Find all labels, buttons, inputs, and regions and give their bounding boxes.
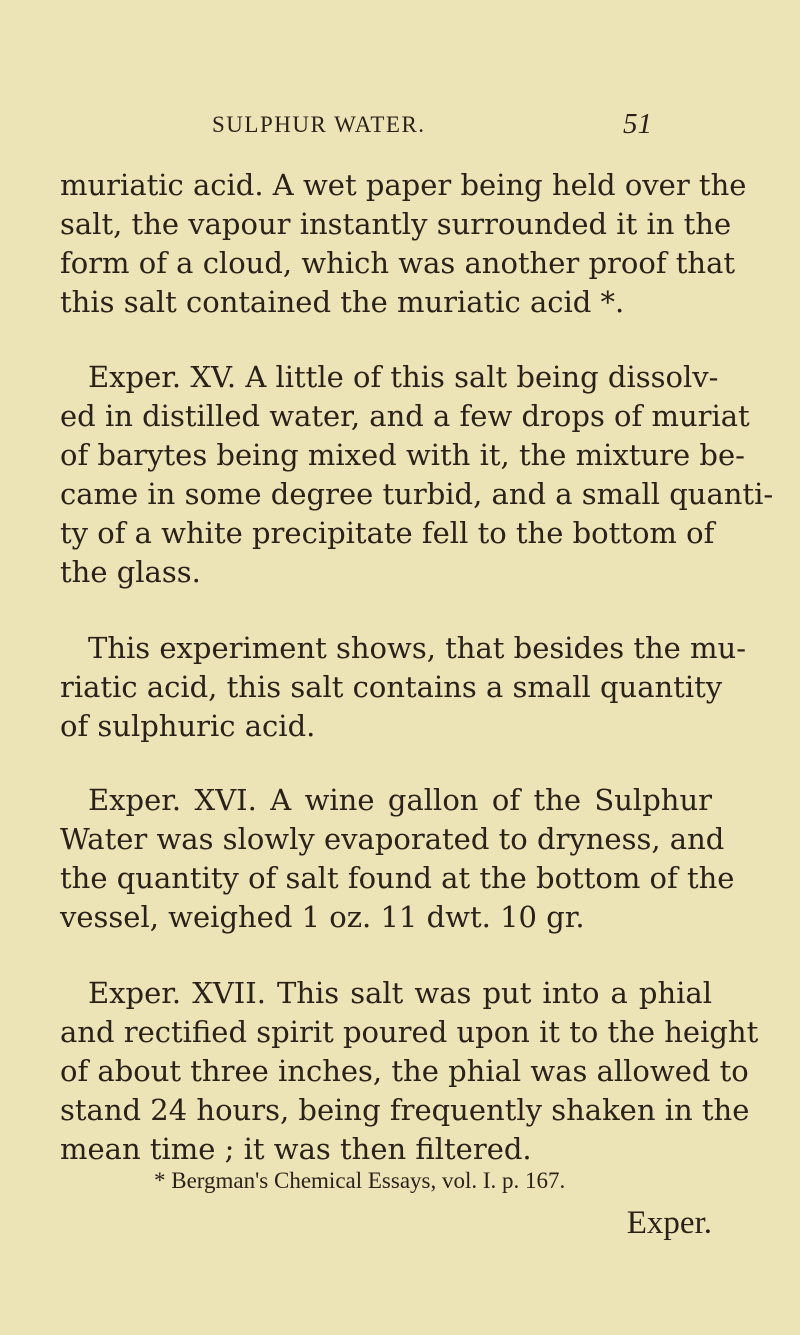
page-header (212, 108, 652, 148)
text-line: Exper. XVI. A wine gallon of the Sulphur (88, 783, 712, 817)
text-line: of sulphuric acid. (60, 709, 316, 743)
text-line: vessel, weighed 1 oz. 11 dwt. 10 gr. (60, 900, 585, 934)
text-line: This experiment shows, that besides the mu- (88, 631, 747, 665)
catchword: Exper. (626, 1205, 712, 1241)
running-head: SULPHUR WATER. (212, 112, 426, 137)
text-line: Exper. XVII. This salt was put into a phial (88, 976, 712, 1010)
text-line: ty of a white precipitate fell to the bottom of (60, 516, 715, 550)
text-line: came in some degree turbid, and a small quanti- (60, 477, 774, 511)
text-line: form of a cloud, which was another proof that (60, 246, 736, 280)
text-line: the glass. (60, 555, 201, 589)
text-line: riatic acid, this salt contains a small quantity (60, 670, 723, 704)
text-line: muriatic acid. A wet paper being held over the (60, 168, 747, 202)
text-line: salt, the vapour instantly surrounded it in the (60, 207, 732, 241)
page-number: 51 (623, 108, 652, 140)
text-line: mean time ; it was then filtered. (60, 1132, 532, 1166)
text-line: Water was slowly evaporated to dryness, and (60, 822, 725, 856)
text-line: of about three inches, the phial was allowed to (60, 1054, 749, 1088)
text-line: Exper. XV. A little of this salt being dissolv- (88, 360, 719, 394)
text-line: the quantity of salt found at the bottom of the (60, 861, 735, 895)
footnote: * Bergman's Chemical Essays, vol. I. p. 167. (154, 1168, 566, 1193)
text-line: of barytes being mixed with it, the mixture be- (60, 438, 745, 472)
text-line: and rectified spirit poured upon it to the height (60, 1015, 759, 1049)
text-line: stand 24 hours, being frequently shaken in the (60, 1093, 750, 1127)
text-line: ed in distilled water, and a few drops of muriat (60, 399, 750, 433)
text-line: this salt contained the muriatic acid *. (60, 285, 625, 319)
